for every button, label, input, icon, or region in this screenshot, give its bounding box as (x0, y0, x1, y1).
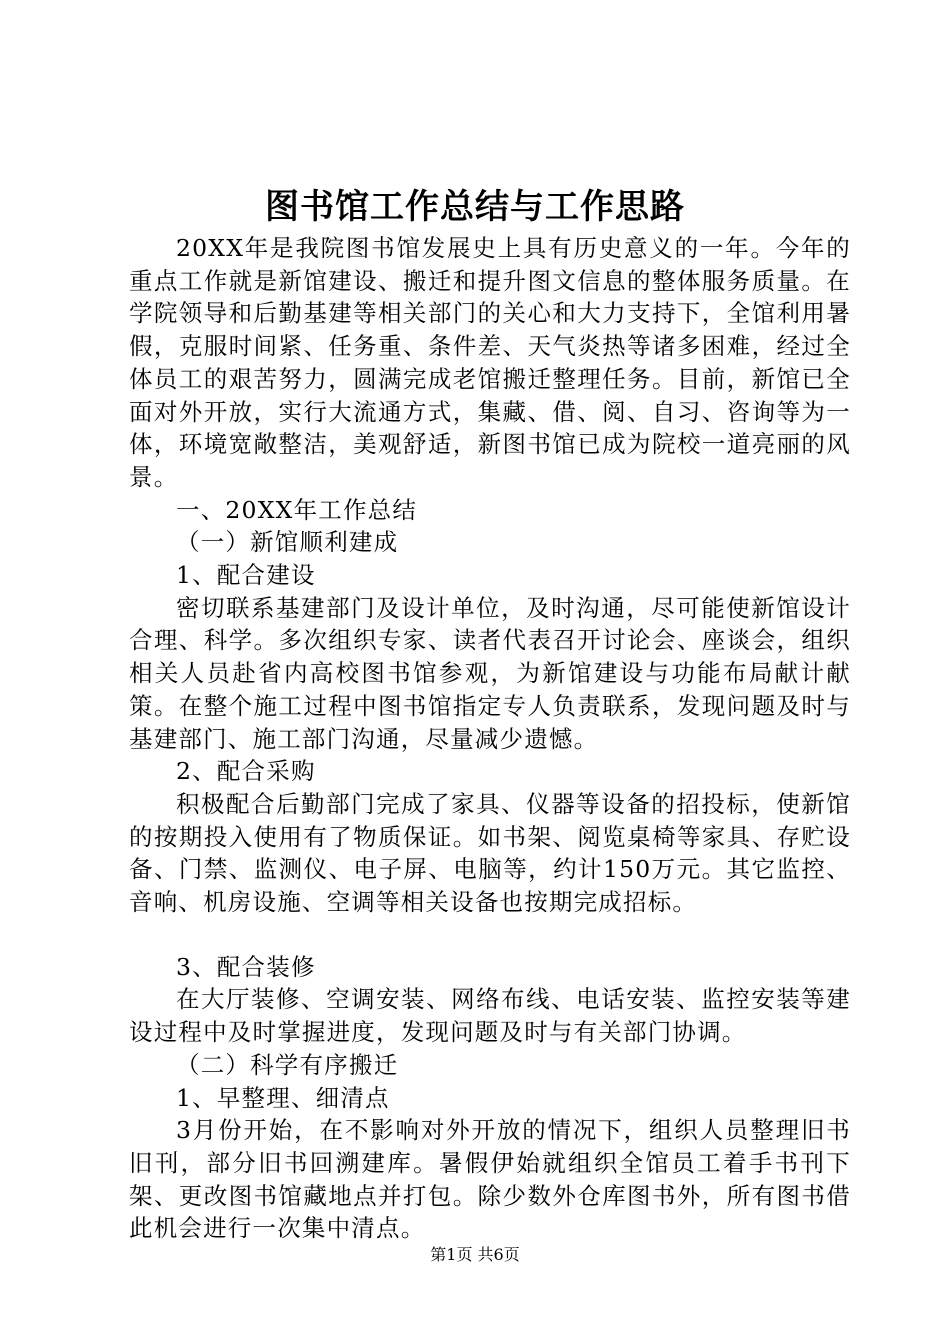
subsection-heading-new-library: （一）新馆顺利建成 (176, 528, 399, 557)
paragraph-construction: 密切联系基建部门及设计单位，及时沟通，尽可能使新馆设计合理、科学。多次组织专家、读者代表召开讨论会、座谈会，组织相关人员赴省内高校图书馆参观，为新馆建设与功能布局献计献策。在整个施工过程中图书馆指定专人负责联系，发现问题及时与基建部门、施工部门沟通，尽量减少遗憾。 (129, 593, 851, 753)
document-body (129, 232, 851, 1245)
paragraph-decoration: 在大厅装修、空调安装、网络布线、电话安装、监控安装等建设过程中及时掌握进度，发现问题及时与有关部门协调。 (129, 985, 851, 1047)
page-footer: 第1页 共6页 (430, 1245, 520, 1264)
subsection-heading-relocation: （二）科学有序搬迁 (176, 1050, 399, 1079)
section-heading-summary: 一、20XX年工作总结 (176, 495, 418, 524)
item-heading-decoration: 3、配合装修 (176, 952, 316, 981)
item-heading-construction: 1、配合建设 (176, 561, 316, 590)
item-heading-inventory: 1、早整理、细清点 (176, 1083, 390, 1112)
paragraph-inventory: 3月份开始，在不影响对外开放的情况下，组织人员整理旧书旧刊，部分旧书回溯建库。暑假伊始就组织全馆员工着手书刊下架、更改图书馆藏地点并打包。除少数外仓库图书外，所有图书借此机会进行一次集中清点。 (129, 1116, 851, 1243)
document-title: 图书馆工作总结与工作思路 (265, 187, 685, 227)
item-heading-procurement: 2、配合采购 (176, 757, 316, 786)
paragraph-intro: 20XX年是我院图书馆发展史上具有历史意义的一年。今年的重点工作就是新馆建设、搬迁和提升图文信息的整体服务质量。在学院领导和后勤基建等相关部门的关心和大力支持下，全馆利用暑假，克服时间紧、任务重、条件差、天气炎热等诸多困难，经过全体员工的艰苦努力，圆满完成老馆搬迁整理任务。目前，新馆已全面对外开放，实行大流通方式，集藏、借、阅、自习、咨询等为一体，环境宽敞整洁，美观舒适，新图书馆已成为院校一道亮丽的风景。 (129, 234, 851, 491)
paragraph-procurement: 积极配合后勤部门完成了家具、仪器等设备的招投标，使新馆的按期投入使用有了物质保证。如书架、阅览桌椅等家具、存贮设备、门禁、监测仪、电子屏、电脑等，约计150万元。其它监控、音响、机房设施、空调等相关设备也按期完成招标。 (129, 789, 851, 917)
